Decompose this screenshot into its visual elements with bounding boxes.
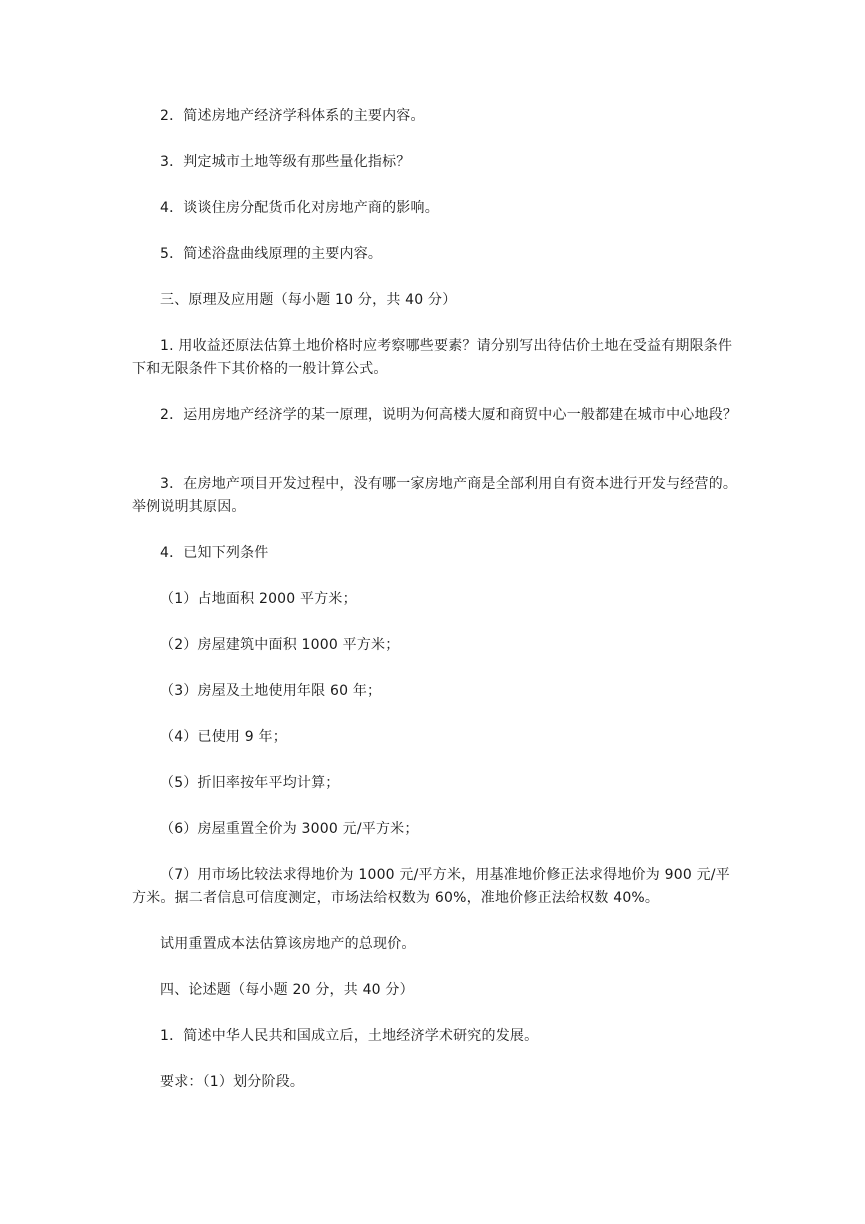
section-3-question-2: 2．运用房地产经济学的某一原理，说明为何高楼大厦和商贸中心一般都建在城市中心地段？ — [160, 407, 738, 423]
question-4-housing-monetization: 4．谈谈住房分配货币化对房地产商的影响。 — [160, 200, 439, 216]
section-3-heading: 三、原理及应用题（每小题 10 分，共 40 分） — [160, 292, 457, 308]
condition-1: （1）占地面积 2000 平方米； — [160, 591, 357, 607]
section-4-heading: 四、论述题（每小题 20 分，共 40 分） — [160, 982, 414, 998]
condition-5: （5）折旧率按年平均计算； — [160, 775, 340, 791]
question-3-land-grade-indicators: 3．判定城市土地等级有那些量化指标？ — [160, 154, 411, 170]
condition-6: （6）房屋重置全价为 3000 元/平方米； — [160, 821, 419, 837]
section-3-question-3: 3．在房地产项目开发过程中，没有哪一家房地产商是全部利用自有资本进行开发与经营的。举例说明其原因。 — [132, 476, 738, 515]
section-3-question-1: 1. 用收益还原法估算土地价格时应考察哪些要素？请分别写出待估价土地在受益有期限条件下和无限条件下其价格的一般计算公式。 — [132, 338, 733, 377]
condition-2: （2）房屋建筑中面积 1000 平方米； — [160, 637, 400, 653]
section-4-question-1: 1．简述中华人民共和国成立后，土地经济学术研究的发展。 — [160, 1028, 539, 1044]
question-2-summary-discipline-system: 2．简述房地产经济学科体系的主要内容。 — [160, 108, 425, 124]
calculation-instruction: 试用重置成本法估算该房地产的总现价。 — [160, 936, 416, 952]
section-3-question-4: 4．已知下列条件 — [160, 545, 269, 561]
condition-4: （4）已使用 9 年； — [160, 729, 287, 745]
question-5-bathtub-curve: 5．简述浴盘曲线原理的主要内容。 — [160, 246, 383, 262]
condition-3: （3）房屋及土地使用年限 60 年； — [160, 683, 382, 699]
condition-7: （7）用市场比较法求得地价为 1000 元/平方米，用基准地价修正法求得地价为 900 元/平方米。据二者信息可信度测定，市场法给权数为 60%，准地价修正法给权数 40%。 — [132, 867, 730, 906]
requirement-1: 要求：（1）划分阶段。 — [160, 1074, 305, 1090]
